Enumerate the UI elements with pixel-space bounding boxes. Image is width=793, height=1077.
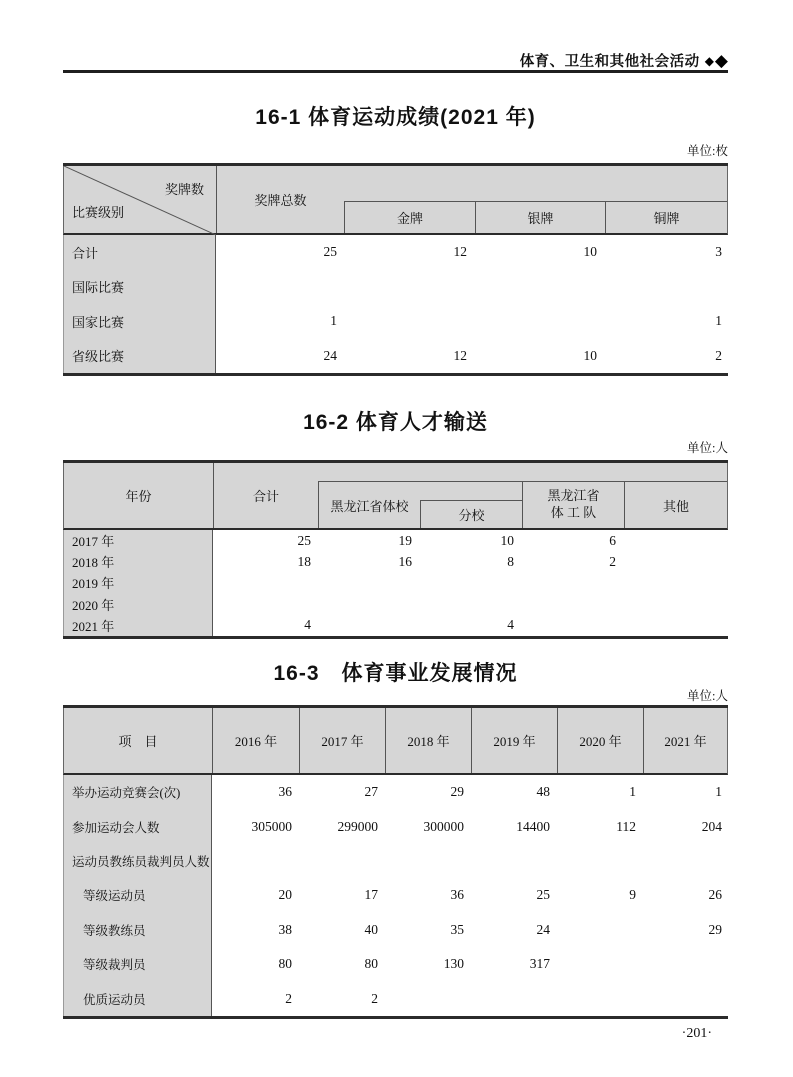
ornament [705, 52, 728, 69]
value-cell: 299000 [337, 818, 378, 834]
col-header-2018: 2018 年 [385, 708, 471, 773]
value-cell [298, 844, 384, 878]
value-cell [622, 572, 728, 593]
corner-label-medal-count: 奖牌数 [164, 182, 204, 197]
value-cell [470, 981, 556, 1015]
table-row [63, 913, 728, 947]
value-cell: 24 [536, 921, 550, 937]
value-cell: 80 [278, 956, 292, 972]
value-cell: 112 [616, 818, 636, 834]
table1-body [63, 235, 728, 373]
col-header-provincial-sports-team [522, 482, 624, 528]
value-cell: 40 [364, 921, 378, 937]
value-cell [384, 981, 470, 1015]
value-cell: 26 [708, 887, 722, 903]
table-row [63, 981, 728, 1015]
row-label: 2020 年 [63, 594, 213, 615]
table3-header [63, 708, 728, 775]
table1-title: 16-1 体育运动成绩(2021 年) [255, 106, 536, 129]
value-cell: 48 [536, 784, 550, 800]
running-head-title: 体育、卫生和其他社会活动 [519, 54, 700, 70]
row-label: 运动员教练员裁判员人数 [63, 844, 212, 878]
value-cell: 12 [453, 244, 467, 260]
col-header-total: 合计 [252, 489, 279, 504]
col-header-medal-total: 奖牌总数 [254, 193, 307, 208]
table-row [63, 304, 728, 339]
table2-header [63, 463, 728, 530]
row-label: 参加运动会人数 [63, 809, 212, 843]
value-cell [317, 594, 418, 615]
value-cell [642, 981, 728, 1015]
table2-title: 16-2 体育人才输送 [303, 411, 488, 434]
table-row [63, 947, 728, 981]
value-cell: 1 [629, 784, 636, 800]
team-label-line1: 黑龙江省 [547, 488, 600, 504]
page-number: ·201· [681, 1026, 712, 1041]
value-cell: 16 [398, 553, 412, 569]
table2 [63, 460, 728, 639]
value-cell [556, 947, 642, 981]
value-cell: 2 [285, 990, 292, 1006]
value-cell: 25 [536, 887, 550, 903]
col-header-gold: 金牌 [396, 211, 423, 226]
row-label: 省级比赛 [63, 339, 216, 374]
running-head [520, 50, 728, 71]
value-cell [418, 594, 520, 615]
col-header-bronze: 铜牌 [605, 202, 727, 233]
value-cell: 130 [443, 956, 464, 972]
table-row [63, 615, 728, 636]
diamond-icon: ◆ [704, 53, 714, 68]
table1 [63, 163, 728, 376]
table3 [63, 705, 728, 1019]
diagonal-line [64, 166, 216, 235]
value-cell [622, 551, 728, 572]
col-header-silver: 银牌 [475, 202, 605, 233]
value-cell: 1 [330, 313, 337, 329]
row-label: 举办运动竞赛会(次) [63, 775, 212, 809]
value-cell [384, 844, 470, 878]
col-header-year: 年份 [64, 463, 214, 528]
value-cell: 6 [609, 532, 616, 548]
table-row [63, 270, 728, 305]
value-cell [556, 981, 642, 1015]
value-cell: 4 [507, 617, 514, 633]
value-cell [520, 594, 622, 615]
corner-cell [64, 166, 217, 233]
row-label: 2019 年 [63, 572, 213, 593]
col-header-branch-school: 分校 [420, 500, 522, 528]
row-label: 等级教练员 [63, 913, 212, 947]
value-cell: 17 [364, 887, 378, 903]
header-rule [63, 70, 728, 73]
table3-unit-label: 单位:人 [687, 689, 728, 703]
table-row [63, 878, 728, 912]
value-cell [622, 615, 728, 636]
row-label: 等级运动员 [63, 878, 212, 912]
table-row [63, 551, 728, 572]
value-cell [317, 572, 418, 593]
table3-title: 16-3 体育事业发展情况 [273, 662, 518, 685]
table-row [63, 530, 728, 551]
col-header-2021: 2021 年 [643, 708, 727, 773]
value-cell: 10 [500, 532, 514, 548]
value-cell [216, 270, 343, 305]
value-cell: 300000 [423, 818, 464, 834]
value-cell [622, 530, 728, 551]
value-cell: 18 [297, 553, 311, 569]
row-label: 国际比赛 [63, 270, 216, 305]
value-cell: 9 [629, 887, 636, 903]
value-cell: 80 [364, 956, 378, 972]
value-cell: 1 [715, 784, 722, 800]
value-cell: 305000 [251, 818, 292, 834]
value-cell: 2 [371, 990, 378, 1006]
table3-body [63, 775, 728, 1016]
value-cell: 8 [507, 553, 514, 569]
value-cell: 10 [583, 244, 597, 260]
row-label: 2021 年 [63, 615, 213, 636]
value-cell [556, 913, 642, 947]
value-cell [473, 304, 603, 339]
value-cell: 12 [453, 347, 467, 363]
table-row [63, 572, 728, 593]
value-cell [622, 594, 728, 615]
row-label: 2017 年 [63, 530, 213, 551]
value-cell: 36 [278, 784, 292, 800]
value-cell: 36 [450, 887, 464, 903]
value-cell [603, 270, 728, 305]
value-cell: 204 [701, 818, 722, 834]
row-label: 优质运动员 [63, 981, 212, 1015]
col-header-2016: 2016 年 [234, 734, 278, 749]
col-header-other: 其他 [624, 482, 727, 528]
table2-body [63, 530, 728, 636]
diamond-icon: ◆ [714, 51, 728, 70]
table-row [63, 339, 728, 374]
value-cell: 38 [278, 921, 292, 937]
value-cell: 14400 [516, 818, 550, 834]
table-row [63, 775, 728, 809]
value-cell [520, 615, 622, 636]
value-cell: 4 [304, 617, 311, 633]
col-header-2019: 2019 年 [471, 708, 557, 773]
col-header-provincial-sports-school: 黑龙江省体校 [330, 498, 409, 514]
table-row [63, 594, 728, 615]
team-label-line2: 体 工 队 [550, 505, 597, 520]
row-label: 等级裁判员 [63, 947, 212, 981]
value-cell [343, 270, 473, 305]
table-row [63, 809, 728, 843]
value-cell [343, 304, 473, 339]
value-cell: 317 [529, 956, 550, 972]
value-cell [642, 947, 728, 981]
value-cell [212, 844, 298, 878]
table1-unit-label: 单位:枚 [687, 144, 728, 158]
value-cell: 1 [715, 313, 722, 329]
value-cell [213, 572, 317, 593]
value-cell: 10 [583, 347, 597, 363]
row-label: 合计 [63, 235, 216, 270]
table-row [63, 235, 728, 270]
value-cell: 25 [297, 532, 311, 548]
value-cell: 19 [398, 532, 412, 548]
col-header-2020: 2020 年 [557, 708, 643, 773]
value-cell: 2 [715, 347, 722, 363]
table2-unit-label: 单位:人 [687, 441, 728, 455]
col-header-item: 项 目 [64, 708, 213, 773]
value-cell [556, 844, 642, 878]
table1-header [63, 166, 728, 235]
value-cell: 29 [708, 921, 722, 937]
value-cell [470, 844, 556, 878]
value-cell [213, 594, 317, 615]
value-cell: 25 [323, 244, 337, 260]
value-cell: 24 [323, 347, 337, 363]
value-cell: 35 [450, 921, 464, 937]
value-cell [418, 572, 520, 593]
table-row [63, 844, 728, 878]
value-cell [473, 270, 603, 305]
value-cell: 29 [450, 784, 464, 800]
destination-header-group [318, 481, 727, 528]
value-cell [520, 572, 622, 593]
value-cell [317, 615, 418, 636]
col-header-2017: 2017 年 [299, 708, 385, 773]
row-label: 2018 年 [63, 551, 213, 572]
corner-label-competition-level: 比赛级别 [72, 205, 125, 220]
value-cell: 3 [715, 244, 722, 260]
value-cell: 27 [364, 784, 378, 800]
row-label: 国家比赛 [63, 304, 216, 339]
value-cell: 2 [609, 553, 616, 569]
value-cell [642, 844, 728, 878]
value-cell: 20 [278, 887, 292, 903]
medal-header-group [344, 201, 727, 233]
